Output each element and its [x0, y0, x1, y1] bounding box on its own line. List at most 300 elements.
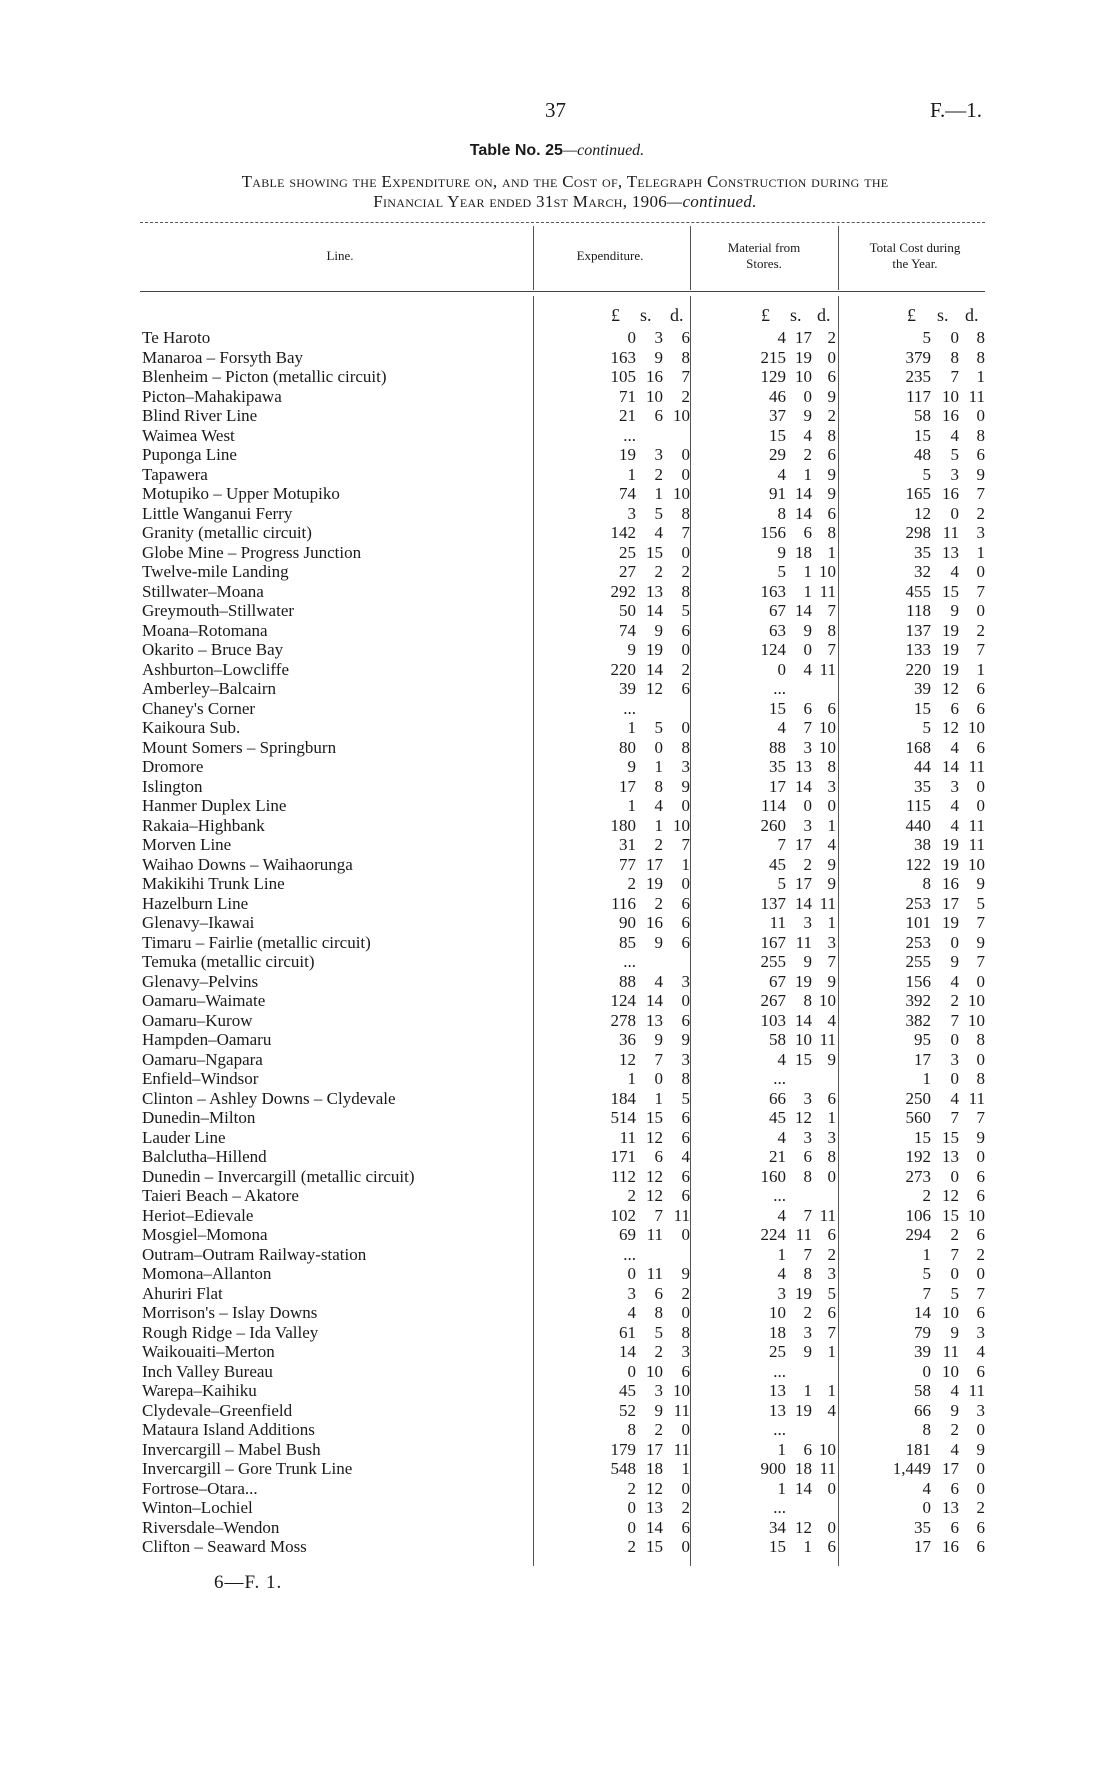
line-name: Mount Somers – Springburn — [142, 737, 337, 757]
mat-pounds: 4 — [777, 718, 786, 737]
table-row — [0, 1225, 1114, 1245]
tot-pounds: 5 — [922, 464, 931, 484]
exp-pounds: 292 — [610, 581, 636, 601]
exp-shillings: 3 — [654, 445, 663, 464]
mat-shillings: 18 — [795, 542, 812, 562]
tot-pounds: 5 — [922, 1264, 931, 1283]
exp-pounds: 27 — [619, 562, 636, 581]
tot-pence: 0 — [976, 406, 985, 425]
table-row — [0, 894, 1114, 914]
line-name: Hanmer Duplex Line — [142, 796, 287, 815]
top-rule — [140, 222, 985, 223]
exp-pounds: 112 — [611, 1166, 636, 1186]
mat-pence: 0 — [827, 1517, 836, 1537]
mat-pence: 6 — [827, 503, 836, 523]
tot-shillings: 5 — [950, 1283, 959, 1303]
unit-pence: d. — [817, 305, 831, 325]
tot-shillings: 0 — [950, 503, 959, 523]
line-name: Timaru – Fairlie (metallic circuit) — [142, 932, 371, 952]
tot-pounds: 0 — [922, 1498, 931, 1517]
mat-pence: 6 — [827, 1537, 836, 1556]
tot-pounds: 455 — [905, 581, 931, 601]
line-name: Granity (metallic circuit) — [142, 523, 312, 542]
mat-shillings: 4 — [803, 659, 812, 679]
mat-shillings: 8 — [803, 1166, 812, 1186]
line-name: Mosgiel–Momona — [142, 1225, 268, 1244]
mat-pounds: 45 — [769, 854, 786, 874]
exp-pence: 11 — [673, 1205, 690, 1225]
table-row — [0, 367, 1114, 387]
line-name: Rough Ridge – Ida Valley — [142, 1322, 319, 1342]
mat-pence: 9 — [827, 971, 836, 991]
mat-pounds: ... — [773, 1420, 786, 1439]
mat-pounds: ... — [773, 1498, 786, 1517]
mat-shillings: 1 — [803, 1537, 812, 1556]
mat-pounds: 5 — [777, 874, 786, 893]
mat-pounds: 13 — [769, 1400, 786, 1420]
line-name: Moana–Rotomana — [142, 620, 268, 640]
mat-pounds: 91 — [769, 484, 786, 503]
line-name: Invercargill – Gore Trunk Line — [142, 1459, 353, 1478]
tot-pounds: 39 — [914, 679, 931, 698]
exp-shillings: 8 — [654, 1303, 663, 1322]
tot-pounds: 14 — [914, 1303, 931, 1322]
mat-pence: 1 — [827, 1381, 836, 1400]
exp-pence: 6 — [681, 913, 690, 932]
tot-shillings: 19 — [942, 854, 959, 874]
mat-pounds: 160 — [760, 1166, 786, 1186]
tot-pounds: 115 — [906, 796, 931, 815]
exp-pounds: 4 — [627, 1303, 636, 1322]
tot-pounds: 156 — [905, 971, 931, 991]
exp-pence: 1 — [681, 854, 690, 874]
exp-pence: 11 — [673, 1400, 690, 1420]
line-name: Taieri Beach – Akatore — [142, 1186, 299, 1205]
exp-pounds: 179 — [610, 1439, 636, 1459]
exp-pounds: 180 — [610, 815, 636, 835]
mat-pence: 0 — [827, 1166, 836, 1186]
mat-pence: 4 — [827, 1400, 836, 1420]
mat-shillings: 3 — [803, 1322, 812, 1342]
exp-pence: 10 — [673, 484, 690, 503]
mat-shillings: 14 — [795, 893, 812, 913]
exp-pence: 6 — [681, 1361, 690, 1381]
tot-pounds: 122 — [905, 854, 931, 874]
mat-pounds: 11 — [769, 913, 786, 932]
exp-shillings: 14 — [646, 601, 663, 620]
tot-pence: 7 — [976, 913, 985, 932]
mat-pounds: 224 — [760, 1225, 786, 1244]
tot-pounds: 298 — [905, 523, 931, 542]
exp-pence: 6 — [681, 893, 690, 913]
tot-pounds: 392 — [905, 991, 931, 1010]
tot-pence: 6 — [976, 698, 985, 718]
exp-pence: 6 — [681, 1127, 690, 1147]
tot-shillings: 7 — [950, 1244, 959, 1264]
tot-pounds: 294 — [905, 1225, 931, 1244]
line-name: Outram–Outram Railway-station — [142, 1244, 367, 1264]
exp-pence: 8 — [681, 737, 690, 757]
mat-pounds: 114 — [761, 796, 786, 815]
exp-shillings: 15 — [646, 542, 663, 562]
exp-pounds: 25 — [619, 542, 636, 562]
line-name: Glenavy–Pelvins — [142, 971, 259, 991]
mat-pence: 9 — [827, 484, 836, 503]
exp-pounds: 14 — [619, 1342, 636, 1361]
tot-shillings: 0 — [950, 328, 959, 347]
exp-shillings: 4 — [654, 796, 663, 815]
exp-shillings: 17 — [646, 854, 663, 874]
exp-pence: 10 — [673, 815, 690, 835]
tot-pounds: 58 — [914, 1381, 931, 1400]
tot-pounds: 379 — [905, 347, 931, 367]
mat-shillings: 9 — [803, 1342, 812, 1361]
exp-shillings: 9 — [654, 1030, 663, 1049]
table-row — [0, 640, 1114, 660]
tot-shillings: 4 — [950, 1439, 959, 1459]
exp-shillings: 13 — [646, 1498, 663, 1517]
table-row — [0, 621, 1114, 641]
line-name: Rakaia–Highbank — [142, 815, 265, 835]
exp-shillings: 8 — [654, 776, 663, 796]
tot-shillings: 13 — [942, 542, 959, 562]
unit-pounds: £ — [761, 305, 770, 325]
exp-pounds: 69 — [619, 1225, 636, 1244]
exp-pounds: 17 — [619, 776, 636, 796]
unit-pence: d. — [965, 305, 979, 325]
mat-pence: 1 — [827, 542, 836, 562]
tot-shillings: 12 — [942, 1186, 959, 1205]
table-row — [0, 913, 1114, 933]
tot-pounds: 253 — [905, 932, 931, 952]
exp-pence: 0 — [681, 1225, 690, 1244]
tot-pence: 0 — [976, 1420, 985, 1439]
mat-shillings: 7 — [803, 1205, 812, 1225]
exp-pounds: 77 — [619, 854, 636, 874]
tot-shillings: 3 — [950, 776, 959, 796]
mat-pence: 1 — [827, 815, 836, 835]
tot-pence: 0 — [976, 971, 985, 991]
line-name: Manaroa – Forsyth Bay — [142, 347, 304, 367]
tot-pounds: 106 — [905, 1205, 931, 1225]
tot-shillings: 4 — [950, 815, 959, 835]
mat-pence: 0 — [827, 347, 836, 367]
document-code: F.—1. — [930, 98, 982, 122]
table-row — [0, 972, 1114, 992]
mat-pounds: 45 — [769, 1108, 786, 1127]
mat-pounds: 35 — [769, 757, 786, 776]
mat-pence: 1 — [827, 913, 836, 932]
table-row — [0, 484, 1114, 504]
table-row — [0, 426, 1114, 446]
mat-pounds: 4 — [777, 1205, 786, 1225]
tot-pounds: 101 — [905, 913, 931, 932]
mat-pence: 7 — [827, 1322, 836, 1342]
tot-pounds: 44 — [914, 757, 931, 776]
tot-pence: 11 — [968, 1381, 985, 1400]
exp-pounds: 163 — [610, 347, 636, 367]
tot-pence: 2 — [976, 1498, 985, 1517]
mat-pence: 8 — [827, 757, 836, 776]
table-row — [0, 1342, 1114, 1362]
tot-shillings: 17 — [942, 893, 959, 913]
exp-shillings: 5 — [654, 503, 663, 523]
mat-shillings: 8 — [803, 1264, 812, 1283]
exp-pence: 2 — [681, 386, 690, 406]
tot-pence: 6 — [976, 445, 985, 464]
table-row — [0, 1264, 1114, 1284]
mat-shillings: 17 — [795, 328, 812, 347]
tot-pence: 9 — [976, 464, 985, 484]
tot-pence: 11 — [968, 815, 985, 835]
mat-shillings: 0 — [803, 640, 812, 659]
mat-pounds: 21 — [769, 1147, 786, 1166]
exp-pounds: 184 — [610, 1088, 636, 1108]
tot-pence: 1 — [976, 542, 985, 562]
table-row — [0, 738, 1114, 758]
exp-pence: 2 — [681, 1498, 690, 1517]
exp-shillings: 1 — [654, 815, 663, 835]
table-row — [0, 1069, 1114, 1089]
tot-pence: 8 — [976, 1030, 985, 1049]
mat-pounds: 167 — [760, 932, 786, 952]
tot-shillings: 4 — [950, 737, 959, 757]
column-header-line: Line. — [326, 248, 354, 263]
tot-shillings: 15 — [942, 581, 959, 601]
mat-pence: 6 — [827, 1303, 836, 1322]
exp-shillings: 1 — [654, 1088, 663, 1108]
line-name: Invercargill – Mabel Bush — [142, 1439, 321, 1459]
mat-pounds: 88 — [769, 737, 786, 757]
exp-pounds: 36 — [619, 1030, 636, 1049]
mat-shillings: 6 — [803, 1147, 812, 1166]
mat-pence: 11 — [819, 1030, 836, 1049]
tot-pence: 11 — [968, 386, 985, 406]
table-row — [0, 1459, 1114, 1479]
exp-shillings: 15 — [646, 1537, 663, 1556]
mat-shillings: 14 — [795, 1010, 812, 1030]
tot-pence: 9 — [976, 1127, 985, 1147]
exp-pence: 2 — [681, 1283, 690, 1303]
mat-shillings: 6 — [803, 1439, 812, 1459]
tot-pence: 7 — [976, 1108, 985, 1127]
tot-pounds: 181 — [905, 1439, 931, 1459]
exp-shillings: 17 — [646, 1439, 663, 1459]
exp-shillings: 15 — [646, 1108, 663, 1127]
line-name: Dunedin – Invercargill (metallic circuit) — [142, 1166, 415, 1186]
tot-pence: 6 — [976, 1225, 985, 1244]
mat-shillings: 11 — [795, 1225, 812, 1244]
mat-pence: 4 — [827, 835, 836, 854]
mat-pence: 10 — [819, 562, 836, 581]
exp-shillings: 4 — [654, 523, 663, 542]
mat-pence: 6 — [827, 445, 836, 464]
exp-shillings: 18 — [646, 1459, 663, 1478]
mat-pence: 0 — [827, 1478, 836, 1498]
mat-pence: 6 — [827, 698, 836, 718]
line-name: Morven Line — [142, 835, 232, 854]
table-row — [0, 699, 1114, 719]
tot-pounds: 79 — [914, 1322, 931, 1342]
caption-line-2: Financial Year ended 31st March, 1906—continued. — [373, 192, 757, 211]
exp-pounds: ... — [623, 1244, 636, 1264]
exp-shillings: 12 — [646, 679, 663, 698]
line-name: Te Haroto — [142, 328, 211, 347]
mat-pounds: 37 — [769, 406, 786, 425]
exp-pence: 2 — [681, 562, 690, 581]
tot-pounds: 2 — [922, 1186, 931, 1205]
tot-pounds: 137 — [905, 620, 931, 640]
tot-pounds: 8 — [922, 1420, 931, 1439]
exp-pounds: 31 — [619, 835, 636, 854]
mat-pence: 6 — [827, 1088, 836, 1108]
mat-pounds: 3 — [777, 1283, 786, 1303]
line-name: Hazelburn Line — [142, 893, 249, 913]
exp-pounds: 3 — [627, 503, 636, 523]
mat-pence: 3 — [827, 776, 836, 796]
table-row — [0, 328, 1114, 348]
mat-pounds: 4 — [777, 1049, 786, 1069]
tot-shillings: 13 — [942, 1147, 959, 1166]
table-row — [0, 1050, 1114, 1070]
exp-pounds: 90 — [619, 913, 636, 932]
mat-shillings: 19 — [795, 1283, 812, 1303]
table-row — [0, 523, 1114, 543]
exp-shillings: 12 — [646, 1478, 663, 1498]
table-row — [0, 1147, 1114, 1167]
line-name: Amberley–Balcairn — [142, 679, 277, 698]
exp-pence: 9 — [681, 776, 690, 796]
table-row — [0, 406, 1114, 426]
mat-pounds: 1 — [777, 1244, 786, 1264]
exp-shillings: 11 — [646, 1225, 663, 1244]
table-row — [0, 991, 1114, 1011]
exp-pence: 6 — [681, 328, 690, 347]
mat-pence: 8 — [827, 425, 836, 445]
tot-pence: 6 — [976, 1537, 985, 1556]
tot-pence: 10 — [968, 1205, 985, 1225]
table-row — [0, 952, 1114, 972]
exp-pounds: 21 — [619, 406, 636, 425]
exp-pounds: 8 — [627, 1420, 636, 1439]
mat-pence: 9 — [827, 464, 836, 484]
line-name: Clydevale–Greenfield — [142, 1400, 293, 1420]
mat-pence: 11 — [819, 1459, 836, 1478]
tot-pounds: 15 — [914, 1127, 931, 1147]
mat-pounds: 267 — [760, 991, 786, 1010]
exp-shillings: 19 — [646, 640, 663, 659]
exp-pence: 8 — [681, 347, 690, 367]
exp-shillings: 13 — [646, 581, 663, 601]
exp-shillings: 9 — [654, 1400, 663, 1420]
exp-pounds: 74 — [619, 620, 636, 640]
exp-shillings: 5 — [654, 1322, 663, 1342]
mat-shillings: 0 — [803, 796, 812, 815]
unit-pounds: £ — [907, 305, 916, 325]
line-name: Oamaru–Kurow — [142, 1010, 253, 1030]
mat-pounds: 17 — [769, 776, 786, 796]
exp-pounds: 124 — [610, 991, 636, 1010]
mat-pence: 7 — [827, 640, 836, 659]
mat-pounds: 25 — [769, 1342, 786, 1361]
tot-shillings: 19 — [942, 659, 959, 679]
mat-pounds: 18 — [769, 1322, 786, 1342]
table-body — [0, 328, 1114, 1557]
mat-shillings: 19 — [795, 1400, 812, 1420]
table-row — [0, 660, 1114, 680]
mat-shillings: 1 — [803, 1381, 812, 1400]
mat-shillings: 14 — [795, 484, 812, 503]
tot-shillings: 7 — [950, 1108, 959, 1127]
tot-pence: 5 — [976, 893, 985, 913]
line-name: Dunedin–Milton — [142, 1108, 256, 1127]
tot-pence: 0 — [976, 1049, 985, 1069]
tot-pence: 6 — [976, 737, 985, 757]
exp-shillings: 12 — [646, 1186, 663, 1205]
exp-shillings: 5 — [654, 718, 663, 737]
line-name: Clinton – Ashley Downs – Clydevale — [142, 1088, 396, 1108]
mat-shillings: 12 — [795, 1517, 812, 1537]
mat-pounds: 163 — [760, 581, 786, 601]
tot-pounds: 220 — [905, 659, 931, 679]
line-name: Ahuriri Flat — [142, 1283, 223, 1303]
table-row — [0, 1323, 1114, 1343]
table-row — [0, 718, 1114, 738]
mat-pounds: 29 — [769, 445, 786, 464]
tot-pounds: 1 — [922, 1069, 931, 1088]
table-title — [0, 142, 1114, 160]
tot-shillings: 3 — [950, 464, 959, 484]
tot-pounds: 35 — [914, 776, 931, 796]
exp-shillings: 14 — [646, 991, 663, 1010]
tot-pounds: 382 — [905, 1010, 931, 1030]
line-name: Lauder Line — [142, 1127, 226, 1147]
tot-pounds: 118 — [906, 601, 931, 620]
mat-shillings: 14 — [795, 1478, 812, 1498]
mat-pounds: 10 — [769, 1303, 786, 1322]
tot-shillings: 4 — [950, 971, 959, 991]
exp-pounds: 74 — [619, 484, 636, 503]
exp-pounds: 71 — [619, 386, 636, 406]
mat-shillings: 19 — [795, 347, 812, 367]
tot-pence: 7 — [976, 640, 985, 659]
mat-shillings: 18 — [795, 1459, 812, 1478]
exp-shillings: 0 — [654, 737, 663, 757]
exp-pounds: 278 — [610, 1010, 636, 1030]
tot-shillings: 16 — [942, 484, 959, 503]
mat-pence: 2 — [827, 406, 836, 425]
tot-pence: 7 — [976, 484, 985, 503]
mat-shillings: 17 — [795, 874, 812, 893]
table-row — [0, 1537, 1114, 1557]
table-row — [0, 1167, 1114, 1187]
exp-shillings: 9 — [654, 347, 663, 367]
mat-shillings: 2 — [803, 854, 812, 874]
mat-pounds: 8 — [777, 503, 786, 523]
exp-pounds: 61 — [619, 1322, 636, 1342]
exp-pence: 0 — [681, 1303, 690, 1322]
exp-pence: 6 — [681, 1517, 690, 1537]
mat-pence: 3 — [827, 1127, 836, 1147]
mat-shillings: 13 — [795, 757, 812, 776]
tot-pence: 1 — [976, 659, 985, 679]
table-row — [0, 1362, 1114, 1382]
mat-shillings: 3 — [803, 1127, 812, 1147]
tot-pence: 0 — [976, 1459, 985, 1478]
mat-pence: 8 — [827, 523, 836, 542]
tot-pence: 9 — [976, 1439, 985, 1459]
exp-pence: 8 — [681, 1322, 690, 1342]
